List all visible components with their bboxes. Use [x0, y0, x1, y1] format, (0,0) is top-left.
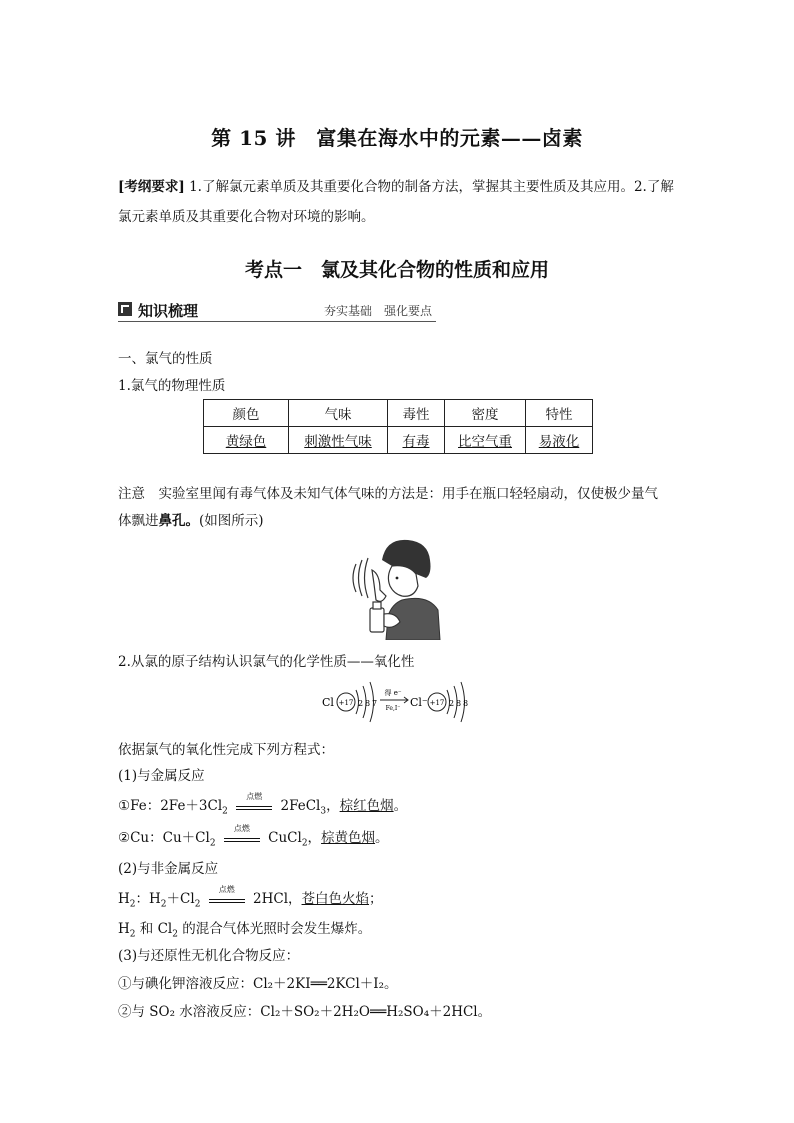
reaction-h2-plus: ＋Cl [166, 891, 195, 907]
arrow-bottom-label: Fe,I⁻ [385, 705, 401, 712]
reaction-cu-tail: ， [307, 830, 322, 846]
bottle-neck [373, 602, 381, 609]
reaction-h2: $H_2$：$H_2+Cl_2$ 点燃 2HCl，苍白色火焰； [118, 884, 383, 910]
reaction-h2-end: ； [369, 891, 383, 907]
note-tail: (如图所示) [199, 513, 264, 529]
exam-requirements [118, 172, 680, 232]
table-cell: 气味 [289, 400, 388, 427]
equals-sign [224, 823, 260, 846]
reaction-condition: 点燃 [246, 791, 263, 801]
sniffing-illustration [342, 534, 446, 640]
eye [396, 577, 399, 580]
note-label: 注意 [118, 486, 145, 502]
table-cell: 毒性 [388, 400, 445, 427]
note-bold: 鼻孔。 [158, 513, 199, 529]
section-title: 考点一 氯及其化合物的性质和应用 [244, 259, 549, 281]
page-title: 第 15 讲 富集在海水中的元素——卤素 [211, 126, 583, 150]
r3-heading: (3)与还原性无机化合物反应： [118, 948, 300, 964]
note-line-2 [118, 509, 264, 529]
reaction-cu: ②Cu：$Cu+Cl_2$ 点燃 CuCl$_2$，棕黄色烟。 [118, 823, 389, 849]
reaction-cu-phenomenon: 棕黄色烟 [321, 830, 376, 846]
reaction-ki: ①与碘化钾溶液反应：Cl₂＋2KI══2KCl＋I₂。 [118, 976, 398, 992]
gas-bottle [370, 608, 384, 632]
mixture-line: $H_2$ 和 $Cl_2$ 的混合气体光照时会发生爆炸。 [118, 921, 372, 940]
shell-electron: 7 [372, 699, 378, 708]
note-text-1: 实验室里闻有毒气体及未知气体气味的方法是：用手在瓶口轻轻扇动，仅使极少量气 [158, 486, 658, 502]
reaction-condition: 点燃 [218, 884, 235, 894]
intro-line: 依据氯气的氧化性完成下列方程式： [118, 742, 334, 758]
reaction-fe-end: 。 [393, 798, 408, 814]
mixture-text: 的混合气体光照时会发生爆炸。 [182, 921, 372, 937]
requirements-label: [考纲要求] [118, 179, 185, 195]
reaction-condition: 点燃 [233, 823, 250, 833]
header-rule [118, 321, 436, 322]
s1-heading: 一、氯气的性质 [118, 351, 213, 367]
fanning-hand [372, 570, 386, 601]
reaction-fe: ①Fe：$2Fe+3Cl_2$ 点燃 2FeCl$_3$，棕红色烟。 [118, 791, 408, 817]
nucleus-charge-left: +17 [338, 699, 354, 707]
table-cell: 刺激性气味 [289, 427, 388, 454]
square-icon [118, 302, 132, 316]
reaction-fe-tail: ， [326, 798, 340, 814]
r1-heading: (1)与金属反应 [118, 768, 205, 784]
table-header-row [204, 400, 593, 427]
table-cell: 比空气重 [445, 427, 526, 454]
shell-electron: 8 [365, 699, 371, 708]
nucleus-charge-right: +17 [429, 699, 445, 707]
reaction-fe-prefix: ①Fe：2Fe＋3Cl [118, 798, 223, 814]
cl-symbol: Cl [322, 696, 334, 709]
table-cell: 密度 [445, 400, 526, 427]
shell-electron: 2 [358, 699, 364, 708]
reaction-h2-phenomenon: 苍白色火焰 [301, 891, 370, 907]
reaction-h2-mid: ：H [135, 891, 161, 907]
reaction-cu-product: CuCl [268, 830, 302, 846]
table-cell: 特性 [526, 400, 593, 427]
note-line-1 [118, 482, 658, 502]
table-cell: 黄绿色 [204, 427, 289, 454]
table-cell: 易液化 [526, 427, 593, 454]
equals-sign [209, 884, 245, 907]
cl-ion-symbol: Cl⁻ [410, 696, 428, 709]
reaction-h2-product: 2HCl， [253, 891, 302, 907]
fanning-line [353, 564, 356, 592]
s1-2-heading: 2.从氯的原子结构认识氯气的化学性质——氧化性 [118, 654, 415, 670]
reaction-cu-end: 。 [375, 830, 389, 846]
equals-sign [236, 791, 272, 814]
table-row [204, 427, 593, 454]
shell-electron: 2 [449, 699, 455, 708]
requirements-text: 1.了解氯元素单质及其重要化合物的制备方法，掌握其主要性质及其应用。2.了解氯元素单质及其重要化合物对环境的影响。 [118, 179, 674, 225]
shell-electron: 8 [456, 699, 462, 708]
fanning-line [359, 560, 363, 596]
reaction-so2: ②与 SO₂ 水溶液反应：Cl₂＋SO₂＋2H₂O══H₂SO₄＋2HCl。 [118, 1004, 492, 1020]
r2-heading: (2)与非金属反应 [118, 861, 219, 877]
arrow-top-label: 得 e⁻ [384, 689, 402, 697]
fanning-line [365, 558, 369, 598]
s1-1-heading: 1.氯气的物理性质 [118, 378, 226, 394]
atom-structure-diagram [318, 676, 478, 726]
reaction-fe-phenomenon: 棕红色烟 [339, 798, 394, 814]
knowledge-sub: 夯实基础 强化要点 [324, 304, 433, 318]
knowledge-label: 知识梳理 [138, 302, 199, 320]
reaction-h2-prefix: H [118, 891, 130, 907]
knowledge-header [118, 300, 436, 324]
shell-electron: 8 [463, 699, 469, 708]
reaction-fe-product: 2FeCl [280, 798, 321, 814]
physical-properties-table [203, 399, 593, 454]
note-text-2: 体飘进 [118, 513, 159, 529]
table-cell: 颜色 [204, 400, 289, 427]
table-cell: 有毒 [388, 427, 445, 454]
reaction-cu-prefix: ②Cu：Cu＋Cl [118, 830, 210, 846]
